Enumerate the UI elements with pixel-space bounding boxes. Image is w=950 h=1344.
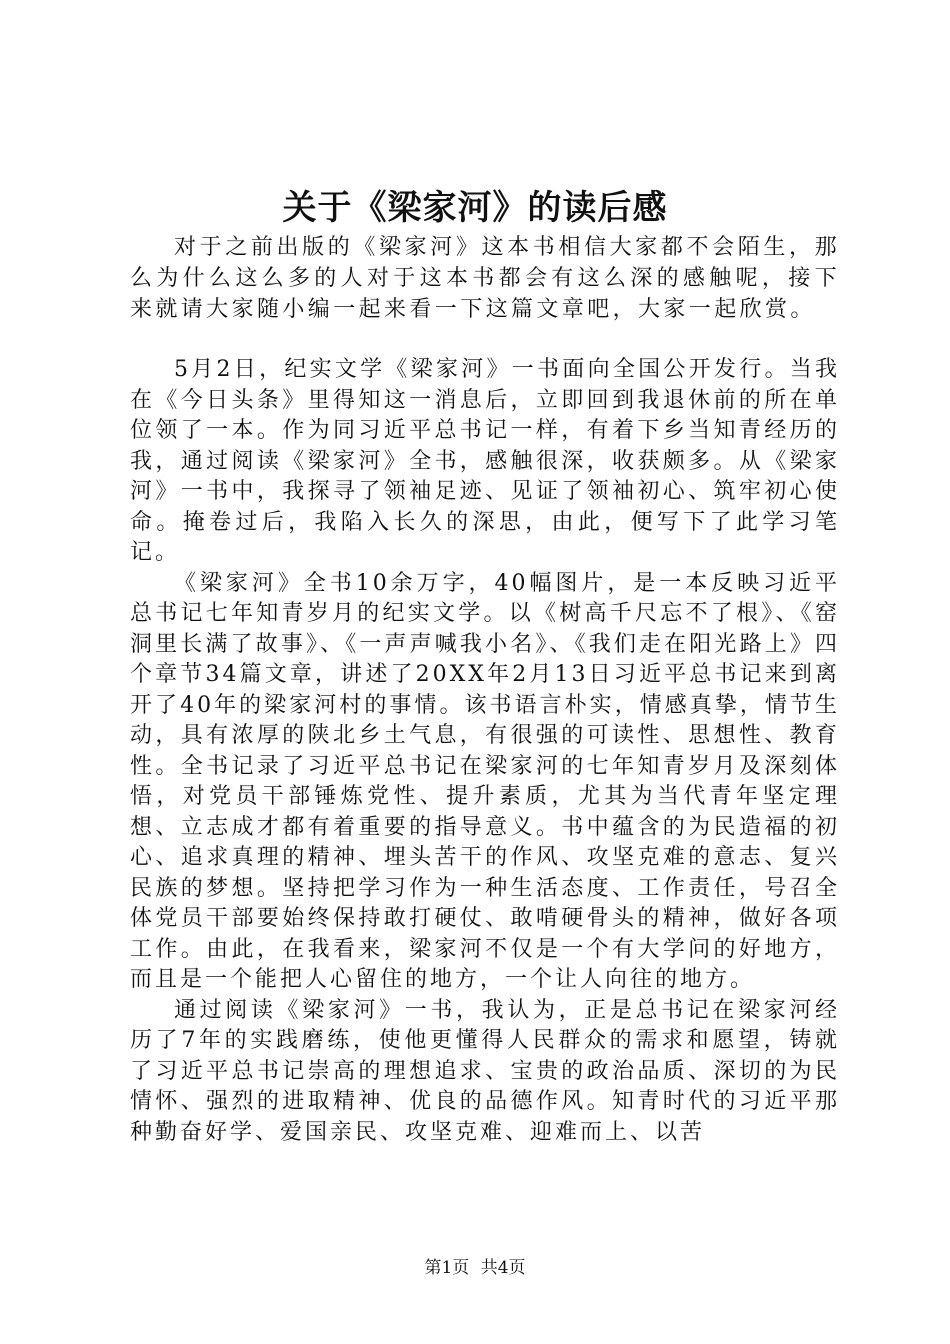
- document-title: 关于《梁家河》的读后感: [282, 188, 668, 228]
- intro-paragraph: [130, 232, 840, 325]
- page-footer: [0, 1256, 950, 1280]
- page-total: 共4页: [480, 1258, 526, 1278]
- body-paragraph-2: 《梁家河》全书10余万字，40幅图片，是一本反映习近平总书记七年知青岁月的纪实文学。以《树高千尺忘不了根》、《窑洞里长满了故事》、《一声声喊我小名》、《我们走在阳光路上》四个章节34篇文章，讲述了20XX年2月13日习近平总书记来到离开了40年的梁家河村的事情。该书语言朴实，情感真挚，情节生动，具有浓厚的陕北乡土气息，有很强的可读性、思想性、教育性。全书记录了习近平总书记在梁家河的七年知青岁月及深刻体悟，对党员干部锤炼党性、提升素质，尤其为当代青年坚定理想、立志成才都有着重要的指导意义。书中蕴含的为民造福的初心、追求真理的精神、埋头苦干的作风、攻坚克难的意志、复兴民族的梦想。坚持把学习作为一种生活态度、工作责任，号召全体党员干部要始终保持敢打硬仗、敢啃硬骨头的精神，做好各项工作。由此，在我看来，梁家河不仅是一个有大学问的好地方，而且是一个能把人心留住的地方，一个让人向往的地方。: [130, 570, 840, 992]
- body-paragraph-1: 5月2日，纪实文学《梁家河》一书面向全国公开发行。当我在《今日头条》里得知这一消息后，立即回到我退休前的所在单位领了一本。作为同习近平总书记一样，有着下乡当知青经历的我，通过阅读《梁家河》全书，感触很深，收获颇多。从《梁家河》一书中，我探寻了领袖足迹、见证了领袖初心、筑牢初心使命。掩卷过后，我陷入长久的深思，由此，便写下了此学习笔记。: [130, 357, 840, 565]
- intro-text: 对于之前出版的《梁家河》这本书相信大家都不会陌生，那么为什么这么多的人对于这本书都会有这么深的感触呢，接下来就请大家随小编一起来看一下这篇文章吧，大家一起欣赏。: [130, 235, 840, 322]
- body-paragraph-3: 通过阅读《梁家河》一书，我认为，正是总书记在梁家河经历了7年的实践磨练，使他更懂得人民群众的需求和愿望，铸就了习近平总书记崇高的理想追求、宝贵的政治品质、深切的为民情怀、强烈的进取精神、优良的品德作风。知青时代的习近平那种勤奋好学、爱国亲民、攻坚克难、迎难而上、以苦: [130, 997, 840, 1145]
- article-body: [130, 355, 840, 1148]
- page-number: 第1页: [424, 1258, 470, 1278]
